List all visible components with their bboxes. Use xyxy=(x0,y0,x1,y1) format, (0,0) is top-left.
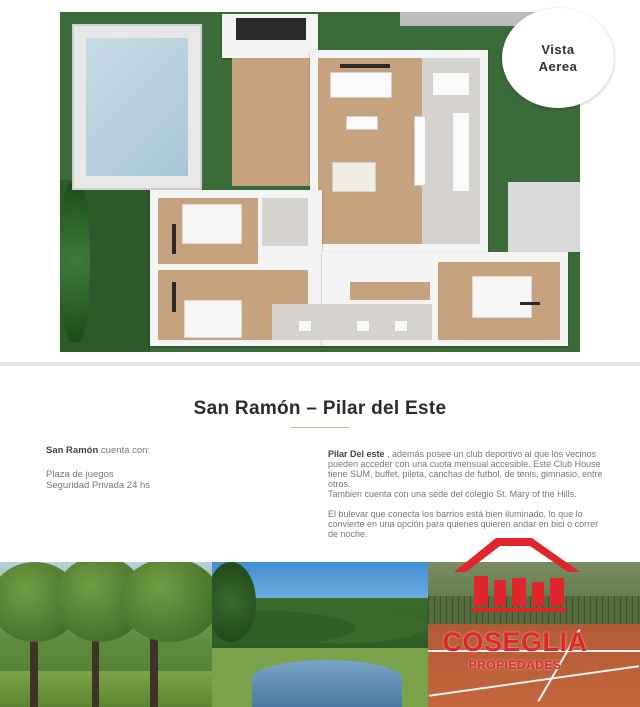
description-paragraph-1 xyxy=(328,449,608,499)
list-item: Seguridad Privada 24 hs xyxy=(46,480,151,491)
brand-name: COSEGLIA xyxy=(442,627,588,657)
page-title: San Ramón – Pilar del Este xyxy=(193,398,447,419)
brand-subtitle: PROPIEDADES xyxy=(468,658,562,672)
lake-photo xyxy=(212,562,428,707)
p1-rest: , además posee un club deportivo al que los vecinos pueden acceder con una cuota mensual accesible. Este Club House tiene SUM, buffet, pileta, canchas de futbol, de tenis, gimnasio, entre otros. xyxy=(328,449,603,489)
title-divider xyxy=(290,427,350,428)
intro-rest: cuenta con: xyxy=(98,445,151,456)
p1-line2: Tambien cuenta con una sede del colegio St. Mary of the Hills. xyxy=(328,489,577,499)
coseglia-logo xyxy=(420,532,610,682)
pool xyxy=(72,24,202,190)
amenities-list xyxy=(46,469,266,491)
amenities-column xyxy=(46,445,266,491)
description-column xyxy=(328,449,608,539)
intro-bold: San Ramón xyxy=(46,445,99,456)
badge-line2: Aerea xyxy=(538,59,578,74)
p1-bold: Pilar Del este xyxy=(328,449,385,459)
badge-line1: Vista xyxy=(541,42,575,57)
vista-aerea-badge xyxy=(502,8,614,108)
trees-photo xyxy=(0,562,212,707)
description-paragraph-2: El bulevar que conecta los barrios está bien iluminado, lo que lo convierte en una opción para quienes quieren andar en bici o correr de noche. xyxy=(328,509,599,539)
house-logo-icon xyxy=(444,532,584,624)
list-item: Plaza de juegos xyxy=(46,469,114,480)
amenities-intro xyxy=(46,445,266,456)
